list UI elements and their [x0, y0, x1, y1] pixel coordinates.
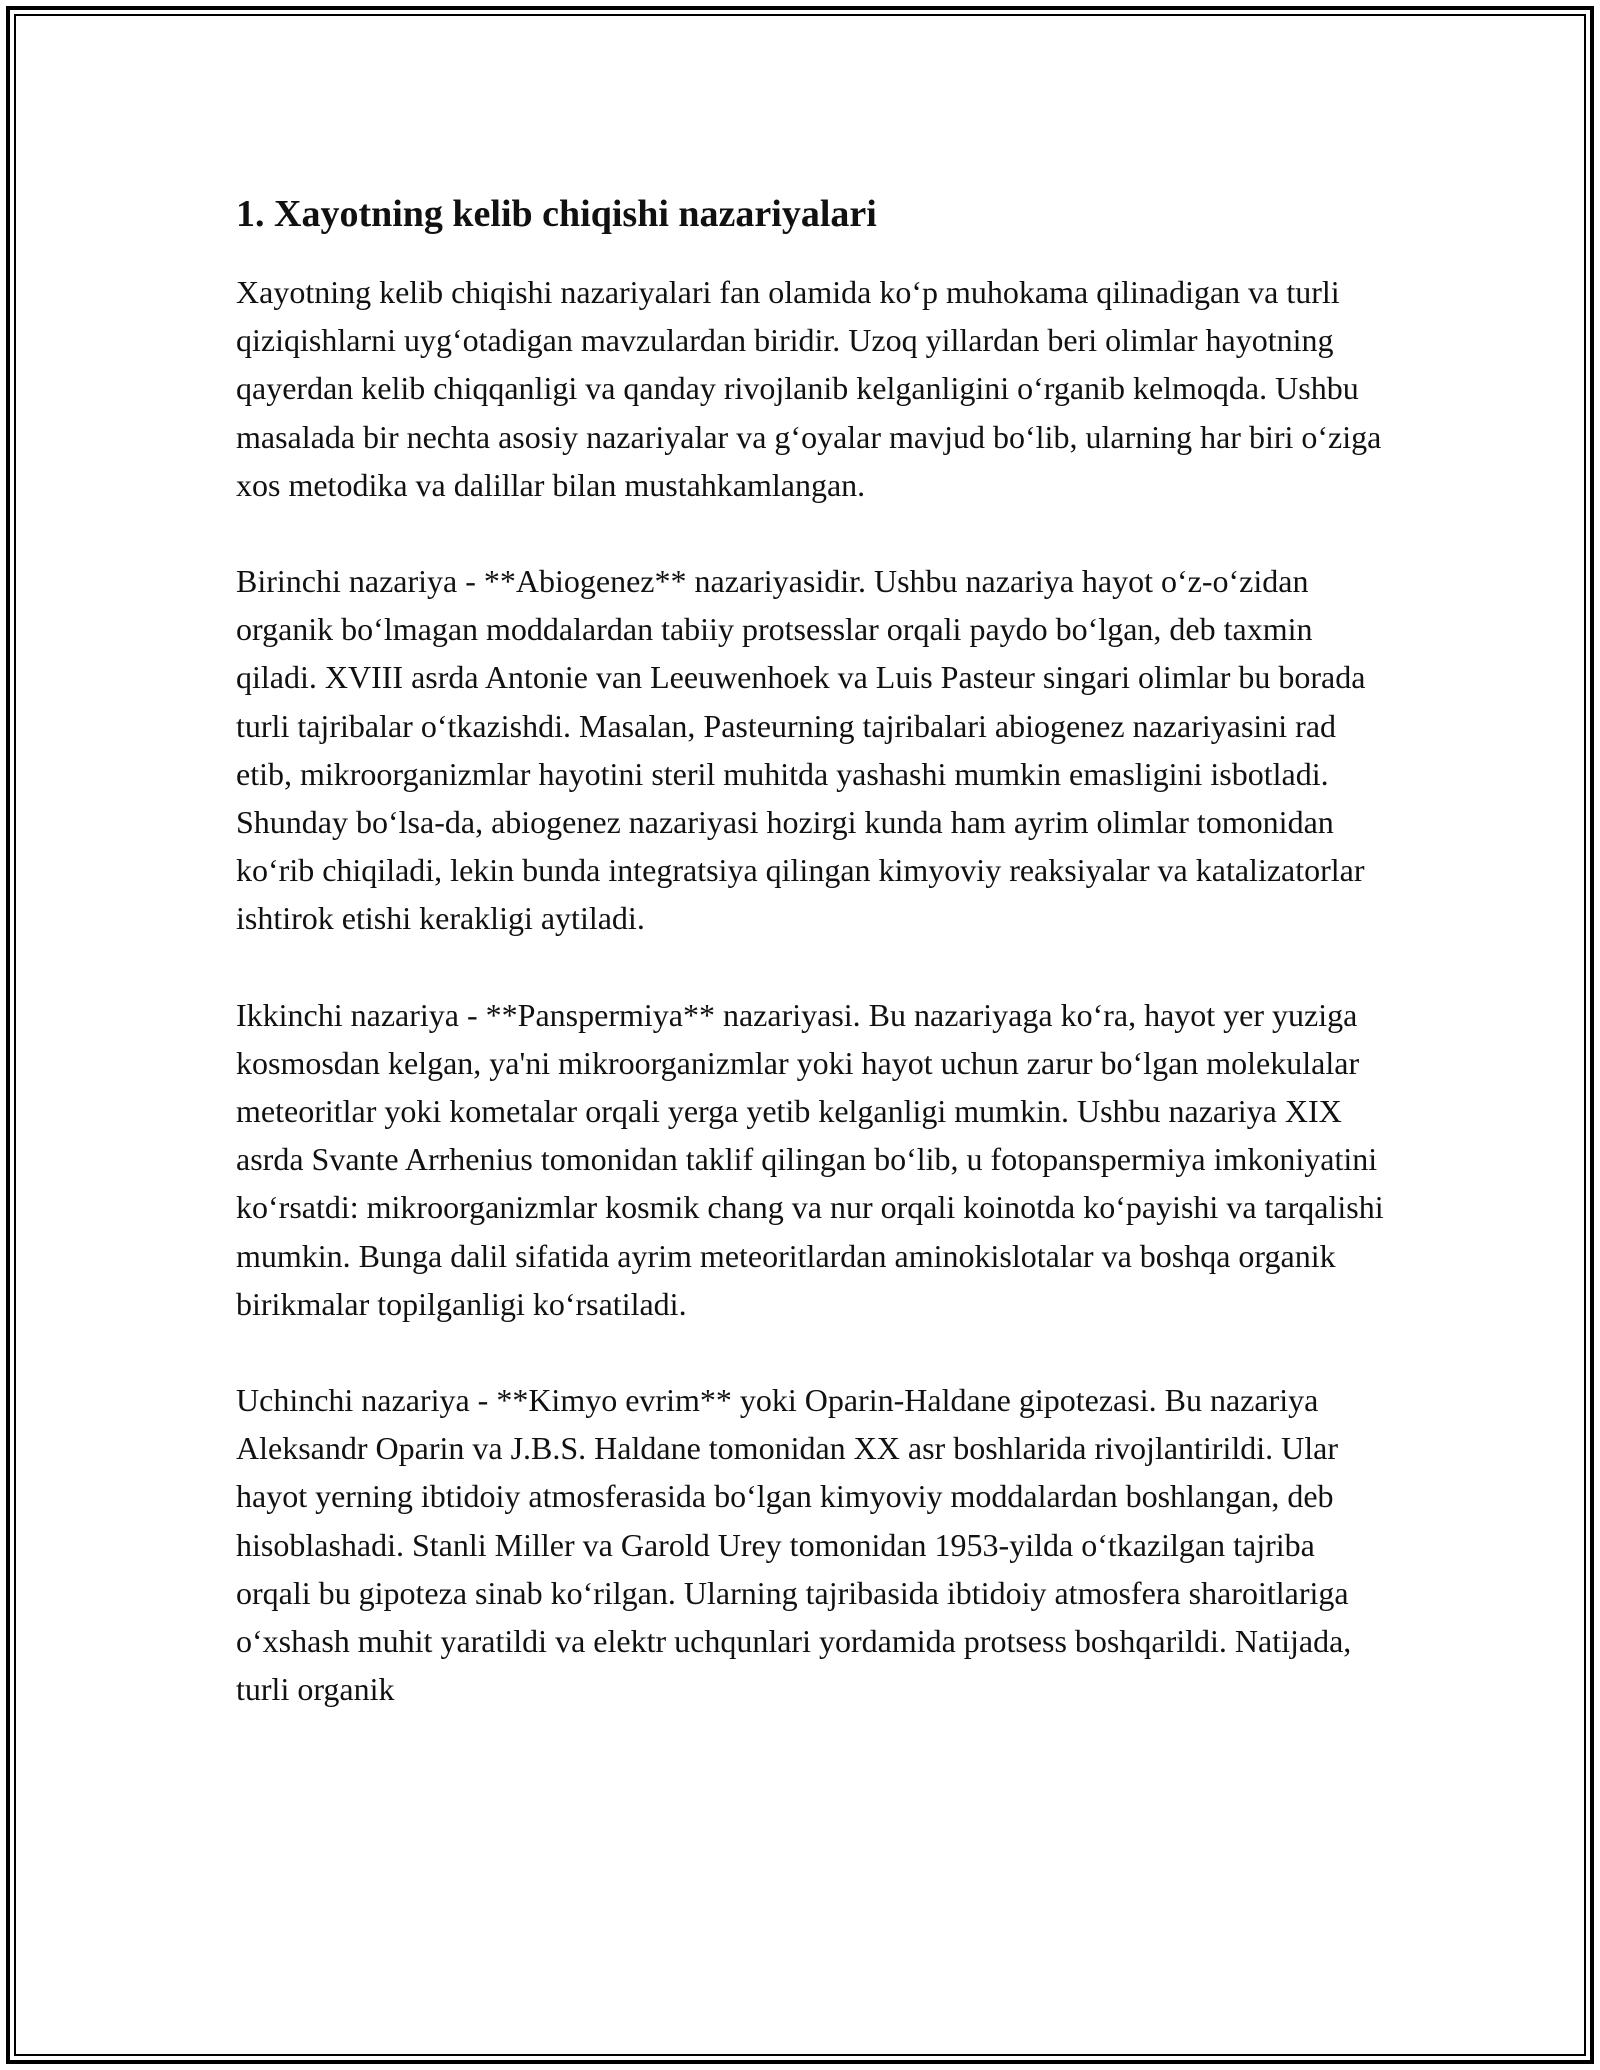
paragraph-intro: Xayotning kelib chiqishi nazariyalari fan olamida koʻp muhokama qilinadigan va turli qiziqishlarni uygʻotadigan mavzulardan biridir. Uzoq yillardan beri olimlar hayotning qayerdan kelib chiqqanligi va qanday rivojlanib kelganligini oʻrganib kelmoqda. Ushbu masalada bir nechta asosiy nazariyalar va gʻoyalar mavjud boʻlib, ularning har biri oʻziga xos metodika va dalillar bilan mustahkamlangan.	[236, 274, 1382, 503]
paragraph-chemical-evolution: Uchinchi nazariya - **Kimyo evrim** yoki Oparin-Haldane gipotezasi. Bu nazariya Aleksandr Oparin va J.B.S. Haldane tomonidan XX asr boshlarida rivojlantirildi. Ular hayot yerning ibtidoiy atmosferasida boʻlgan kimyoviy moddalardan boshlangan, deb hisoblashadi. Stanli Miller va Garold Urey tomonidan 1953-yilda oʻtkazilgan tajriba orqali bu gipoteza sinab koʻrilgan. Ularning tajribasida ibtidoiy atmosfera sharoitlariga oʻxshash muhit yaratildi va elektr uchqunlari yordamida protsess boshqarildi. Natijada, turli organik	[236, 1382, 1352, 1708]
paragraph-panspermia: Ikkinchi nazariya - **Panspermiya** nazariyasi. Bu nazariyaga koʻra, hayot yer yuziga kosmosdan kelgan, ya'ni mikroorganizmlar yoki hayot uchun zarur boʻlgan molekulalar meteoritlar yoki kometalar orqali yerga yetib kelganligi mumkin. Ushbu nazariya XIX asrda Svante Arrhenius tomonidan taklif qilingan boʻlib, u fotopanspermiya imkoniyatini koʻrsatdi: mikroorganizmlar kosmik chang va nur orqali koinotda koʻpayishi va tarqalishi mumkin. Bunga dalil sifatida ayrim meteoritlardan aminokislotalar va boshqa organik birikmalar topilganligi koʻrsatiladi.	[236, 996, 1384, 1322]
document-body	[236, 190, 1386, 1761]
paragraph-abiogenesis: Birinchi nazariya - **Abiogenez** nazariyasidir. Ushbu nazariya hayot oʻz-oʻzidan organik boʻlmagan moddalardan tabiiy protsesslar orqali paydo boʻlgan, deb taxmin qiladi. XVIII asrda Antonie van Leeuwenhoek va Luis Pasteur singari olimlar bu borada turli tajribalar oʻtkazishdi. Masalan, Pasteurning tajribalari abiogenez nazariyasini rad etib, mikroorganizmlar hayotini steril muhitda yashashi mumkin emasligini isbotladi. Shunday boʻlsa-da, abiogenez nazariyasi hozirgi kunda ham ayrim olimlar tomonidan koʻrib chiqiladi, lekin bunda integratsiya qilingan kimyoviy reaksiyalar va katalizatorlar ishtirok etishi kerakligi aytiladi.	[236, 563, 1366, 937]
section-heading: 1. Xayotning kelib chiqishi nazariyalari	[236, 193, 877, 235]
